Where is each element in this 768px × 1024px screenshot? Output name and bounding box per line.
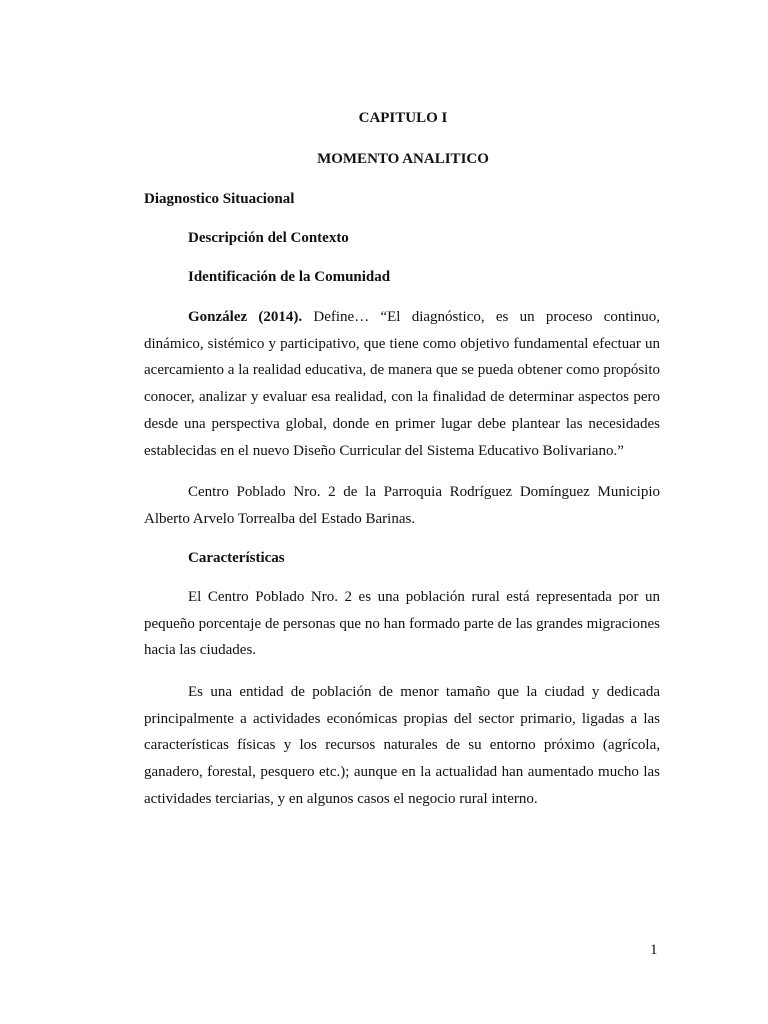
chapter-label: CAPITULO I	[358, 110, 448, 126]
page-number: 1	[650, 942, 658, 958]
paragraph-rural-entity: Es una entidad de población de menor tamaño que la ciudad y dedicada principalmente a actividades económicas propias del sector primario, ligadas a las características físicas y los recursos naturales de su entorno próximo (agrícola, ganadero, forestal, pesquero etc.); aunque en la actualidad han aumentado mucho las actividades terciarias, y en algunos casos el negocio rural interno.	[144, 684, 660, 807]
paragraph-rural-population: El Centro Poblado Nro. 2 es una población rural está representada por un pequeño porcentaje de personas que no han formado parte de las grandes migraciones hacia las ciudades.	[144, 589, 660, 659]
chapter-title: MOMENTO ANALITICO	[317, 151, 489, 167]
subheading-community-identification: Identificación de la Comunidad	[188, 269, 391, 285]
paragraph-diagnosis-definition	[144, 304, 660, 464]
subheading-characteristics: Características	[188, 550, 285, 566]
citation-author: González (2014).	[188, 309, 303, 325]
paragraph-location: Centro Poblado Nro. 2 de la Parroquia Rodríguez Domínguez Municipio Alberto Arvelo Torrealba del Estado Barinas.	[144, 484, 660, 527]
section-heading: Diagnostico Situacional	[144, 191, 295, 207]
paragraph-diagnosis-text: Define… “El diagnóstico, es un proceso continuo, dinámico, sistémico y participativo, que tiene como objetivo fundamental efectuar un acercamiento a la realidad educativa, de manera que se pueda obtener como propósito conocer, analizar y evaluar esa realidad, con la finalidad de determinar aspectos pero desde una perspectiva global, donde en primer lugar debe plantear las necesidades establecidas en el nuevo Diseño Curricular del Sistema Educativo Bolivariano.”	[144, 309, 661, 459]
subheading-context-description: Descripción del Contexto	[188, 230, 349, 246]
